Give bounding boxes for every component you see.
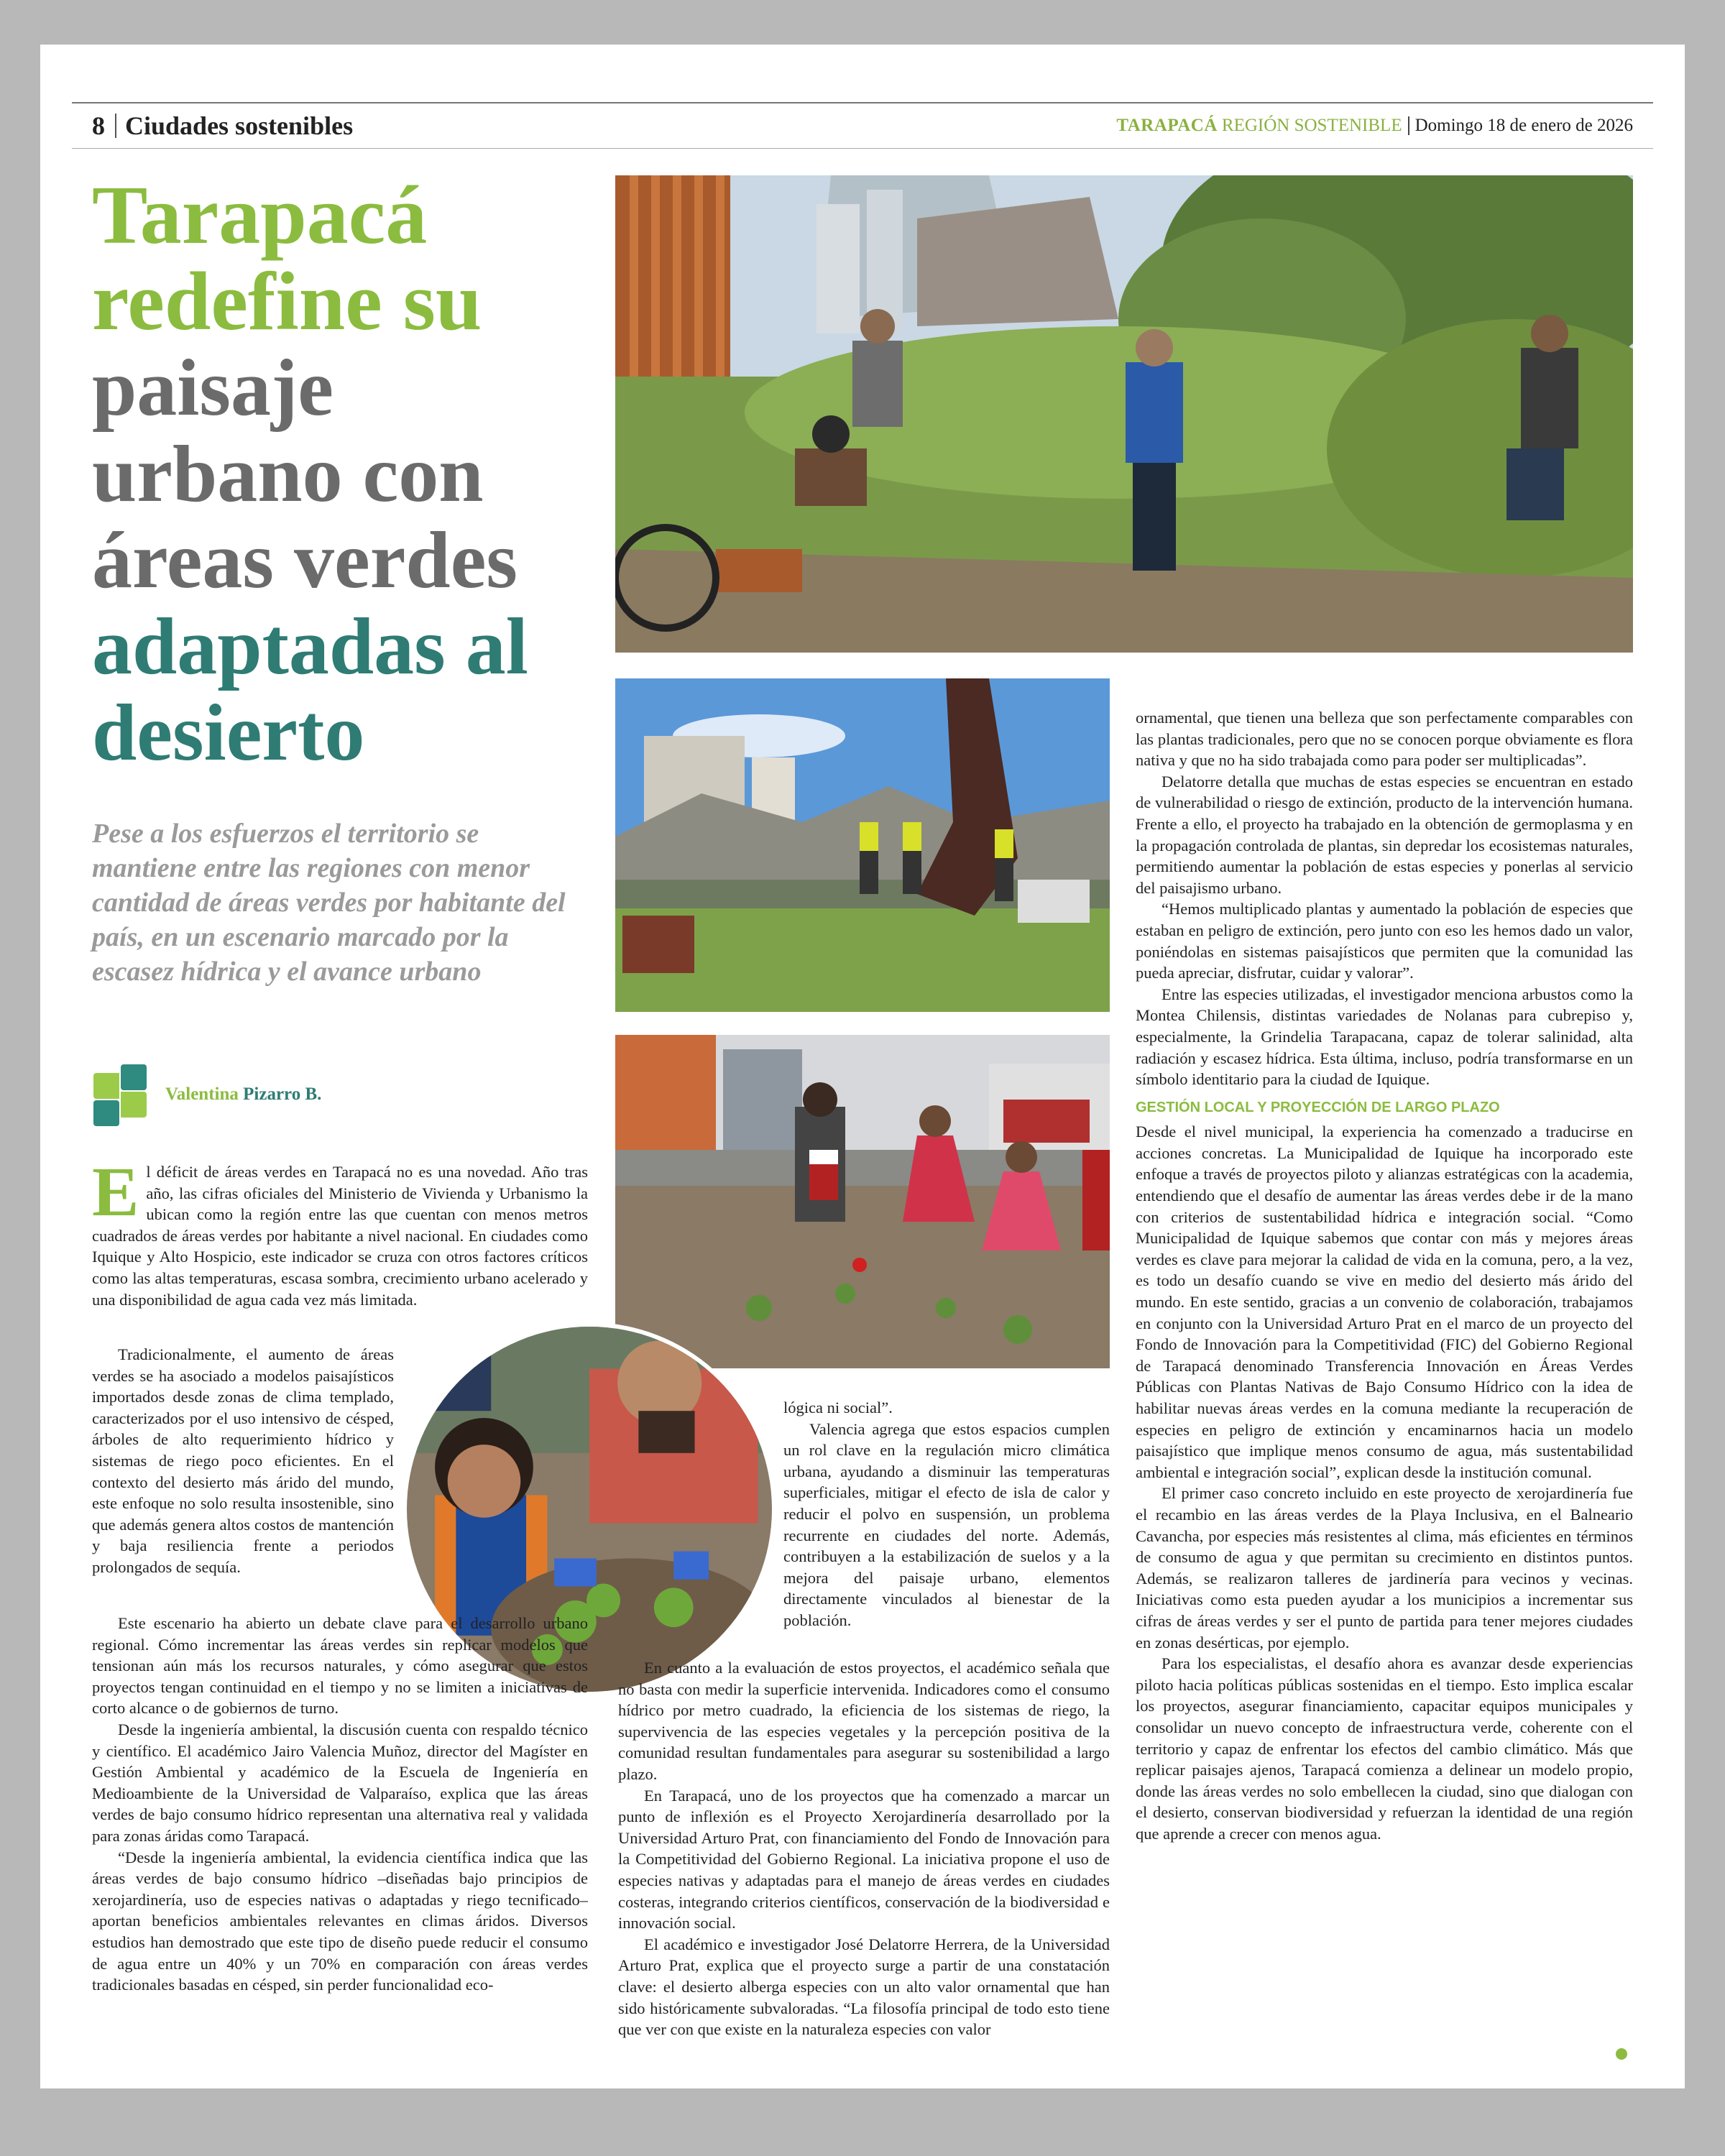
- headline-line-2: redefine su: [92, 256, 482, 348]
- article-paragraph-1: [92, 1161, 588, 1310]
- header-top-rule: [72, 102, 1653, 103]
- article-paragraph-4: Desde la ingeniería ambiental, la discusión cuenta con respaldo técnico y científico. El académico Jairo Valencia Muñoz, director del Magíster en Gestión Ambiental y académico de la Escuela de Ingeniería en Medioambiente de la Universidad de Valparaíso, explica que las áreas verdes de bajo consumo hídrico representan una alternativa real y validada para zonas áridas como Tarapacá.: [92, 1720, 588, 1845]
- article-subheading: GESTIÓN LOCAL Y PROYECCIÓN DE LARGO PLAZO: [1136, 1099, 1500, 1115]
- author-last-name: Pizarro B.: [243, 1084, 322, 1104]
- photo-municipal-workers: [615, 678, 1110, 1012]
- article-column-2-top: [783, 1397, 1110, 1656]
- headline-line-6: adaptadas al: [92, 602, 528, 691]
- brand-tagline: REGIÓN SOSTENIBLE: [1221, 116, 1402, 135]
- headline-line-3: paisaje: [92, 344, 334, 433]
- headline-line-7: desierto: [92, 688, 365, 778]
- article-paragraph-16: El primer caso concreto incluido en este proyecto de xerojardinería fue el recambio en las áreas verdes de la Playa Inclusiva, en el Balneario Cavancha, por especies más resistentes al clima, más eficientes en términos de consumo de agua y que permitan su crecimiento en distintos puntos. Además, se realizaron talleres de jardinería para vecinos y vecinas. Iniciativas como esta pueden ayudar a los municipios a incrementar sus cifras de áreas verdes y ser el punto de partida para tener mejores ciudades en zonas desérticas, por ejemplo.: [1136, 1484, 1633, 1651]
- article-paragraph-9: En Tarapacá, uno de los proyectos que ha comenzado a marcar un punto de inflexión es el Proyecto Xerojardinería desarrollado por la Universidad Arturo Prat, con financiamiento del Fondo de Innovación para la Competitividad del Gobierno Regional. La iniciativa propone el uso de especies nativas y adaptadas para el manejo de áreas verdes en ciudades costeras, integrando criterios científicos, conservación de la biodiversidad e innovación social.: [618, 1786, 1110, 1932]
- article-paragraph-17: Para los especialistas, el desafío ahora es avanzar desde experiencias piloto hacia políticas públicas sostenidas en el tiempo. Esto implica escalar los proyectos, asegurar financiamiento, capacitar equipos municipales y consolidar un nuevo concepto de infraestructura verde, coherente con el territorio y capaz de enfrentar los efectos del cambio climático. Más que replicar paisajes ajenos, Tarapacá comienza a delinear un modelo propio, donde las áreas verdes no solo embellecen la ciudad, sino que dialogan con el desierto, conservan biodiversidad y refuerzan la identidad de una región que aprende a crecer con menos agua.: [1136, 1654, 1633, 1843]
- header-separator: [115, 114, 116, 138]
- article-paragraph-5: “Desde la ingeniería ambiental, la evidencia científica indica que las áreas verdes de bajo consumo hídrico –diseñadas bajo principios de xerojardinería, uso de especies nativas o adaptadas y riego tecnificado– aportan beneficios ambientales relevantes en climas áridos. Diversos estudios han demostrado que este tipo de diseño puede reducir el consumo de agua entre un 40% y un 70% en comparación con áreas verdes tradicionales basadas en césped, sin perder funcionalidad eco-: [92, 1848, 588, 1994]
- article-paragraph-2: Tradicionalmente, el aumento de áreas verdes se ha asociado a modelos paisajísticos importados desde zonas de clima templado, caracterizados por el uso intensivo de césped, árboles de alto requerimiento hídrico y sistemas de riego poco eficientes. En el contexto del desierto más árido del mundo, este enfoque no solo resulta insostenible, sino que además genera altos costos de mantención y baja resiliencia frente a periodos prolongados de sequía.: [92, 1345, 394, 1576]
- brand-name: TARAPACÁ: [1116, 116, 1218, 135]
- article-column-1-middle: [92, 1344, 394, 1608]
- page-header-left: [92, 109, 353, 142]
- section-title: Ciudades sostenibles: [125, 111, 354, 140]
- article-column-3: [1136, 707, 1633, 2065]
- lead-paragraph: Pese a los esfuerzos el territorio se mantiene entre las regiones con menor cantidad de áreas verdes por habitante del país, en un escenario marcado por la escasez hídrica y el avance urbano: [92, 819, 566, 987]
- headline: [92, 172, 581, 776]
- article-paragraph-6: lógica ni social”.: [783, 1399, 893, 1416]
- headline-line-4: urbano con: [92, 430, 484, 519]
- issue-date: Domingo 18 de enero de 2026: [1414, 116, 1633, 135]
- article-paragraph-10: El académico e investigador José Delatorre Herrera, de la Universidad Arturo Prat, explica que el proyecto surge a partir de una constatación clave: el desierto alberga especies con un alto valor ornamental que han sido históricamente subvaloradas. “La filosofía principal de todo esto tiene que ver con que existe en la naturaleza especies con valor: [618, 1935, 1110, 2039]
- article-column-2-bottom: [618, 1657, 1110, 2067]
- header-bottom-rule: [72, 148, 1653, 149]
- article-column-1-intro: [92, 1161, 588, 1337]
- article-paragraph-15: Desde el nivel municipal, la experiencia ha comenzado a traducirse en acciones concretas. La Municipalidad de Iquique ha incorporado este enfoque a través de proyectos piloto y alianzas estratégicas con la academia, entendiendo que el desafío de aumentar las áreas verdes debe ir de la mano con criterios de sustentabilidad hídrica e integración social. “Como Municipalidad de Iquique sabemos que contar con más y mejores áreas verdes es clave para mejorar la calidad de vida en la comuna, pero, a la vez, es todo un desafío cuando se vive en medio del desierto más árido del mundo. En este sentido, gracias a un convenio de colaboración, trabajamos en conjunto con la Universidad Arturo Prat en el marco de un proyecto del Fondo de Innovación para la Competitividad (FIC) del Gobierno Regional de Tarapacá denominado Transferencia Innovación en Áreas Verdes Públicas con Plantas Nativas de Bajo Consumo Hídrico con la idea de habilitar nuevas áreas verdes en la comuna mediante la recuperación de especies en peligro de extinción y encaminarnos hacia un modelo paisajístico que implique menos consumo de agua, más sustentabilidad ambiental e integración social”, explican desde la institución comunal.: [1136, 1123, 1633, 1481]
- article-column-1-bottom: [92, 1613, 588, 2065]
- article-paragraph-3: Este escenario ha abierto un debate clave para el desarrollo urbano regional. Cómo incrementar las áreas verdes sin replicar modelos que tensionan aún más los recursos naturales, y cómo asegurar que estos proyectos tengan continuidad en el tiempo y no se limiten a iniciativas de corto alcance o de gobiernos de turno.: [92, 1614, 588, 1718]
- article-paragraph-12: Delatorre detalla que muchas de estas especies se encuentran en estado de vulnerabilidad o riesgo de extinción, producto de la intervención humana. Frente a ello, el proyecto ha trabajado en la obtención de germoplasma y en la propagación controlada de plantas, sin depredar los ecosistemas naturales, permitiendo aumentar la población de estas especies y ponerlas al servicio del paisajismo urbano.: [1136, 772, 1633, 897]
- page-number: 8: [92, 111, 105, 140]
- photo-children-planting: [615, 1035, 1110, 1368]
- header-date-separator: [1408, 116, 1409, 135]
- article-paragraph-1-text: l déficit de áreas verdes en Tarapacá no es una novedad. Año tras año, las cifras oficiales del Ministerio de Vivienda y Urbanismo la ubican como la región entre las que cuentan con menos metros cuadrados de áreas verdes por habitante a nivel nacional. En ciudades como Iquique y Alto Hospicio, este indicador se cruza con otros factores críticos como las altas temperaturas, escasa sombra, crecimiento urbano acelerado y una disponibilidad de agua cada vez más limitada.: [92, 1163, 588, 1309]
- photo-gardeners-planting: [615, 175, 1633, 653]
- headline-line-1: Tarapacá: [92, 170, 428, 262]
- article-paragraph-14: Entre las especies utilizadas, el investigador menciona arbustos como la Montea Chilensis, distintas variedades de Nolanas para cubrepiso y, especialmente, la Grindelia Tarapacana, capaz de tolerar salinidad, alta radiación y escasez hídrica. Esta última, incluso, podría transformarse en un símbolo identitario para la ciudad de Iquique.: [1136, 985, 1633, 1089]
- article-dropcap: E: [92, 1161, 139, 1231]
- article-paragraph-7: Valencia agrega que estos espacios cumplen un rol clave en la regulación micro climática urbana, ayudando a disminuir las temperaturas superficiales, mitigar el efecto de isla de calor y reducir el polvo en suspensión, un problema recurrente en ciudades del norte. Además, contribuyen a la estabilización de suelos y a la mejora del paisaje urbano, elementos directamente vinculados al bienestar de la población.: [783, 1419, 1110, 1629]
- page-header-right: [1116, 109, 1633, 142]
- author-first-name: Valentina: [165, 1084, 239, 1104]
- article-end-marker: [1616, 2048, 1627, 2060]
- article-paragraph-13: “Hemos multiplicado plantas y aumentado la población de especies que estaban en peligro de extinción, pero junto con eso les hemos dado un valor, poniéndolas en sistemas paisajísticos que permiten que la comunidad las pueda apreciar, disfrutar, cuidar y valorar”.: [1136, 900, 1633, 982]
- headline-line-5: áreas verdes: [92, 516, 518, 605]
- author-byline: [93, 1062, 321, 1127]
- article-paragraph-11: ornamental, que tienen una belleza que son perfectamente comparables con las plantas tradicionales, pero que no se conocen porque obviamente es flora nativa y que no ha sido trabajada como para poder ser multiplicadas”.: [1136, 709, 1633, 770]
- region-logo-icon: [93, 1064, 151, 1125]
- article-paragraph-8: En cuanto a la evaluación de estos proyectos, el académico señala que no basta con medir la superficie intervenida. Indicadores como el consumo hídrico por metro cuadrado, la eficiencia de los sistemas de riego, la supervivencia de las especies vegetales y la percepción positiva de la comunidad resultan fundamentales para asegurar su sostenibilidad a largo plazo.: [618, 1659, 1110, 1783]
- author-name: [165, 1084, 321, 1105]
